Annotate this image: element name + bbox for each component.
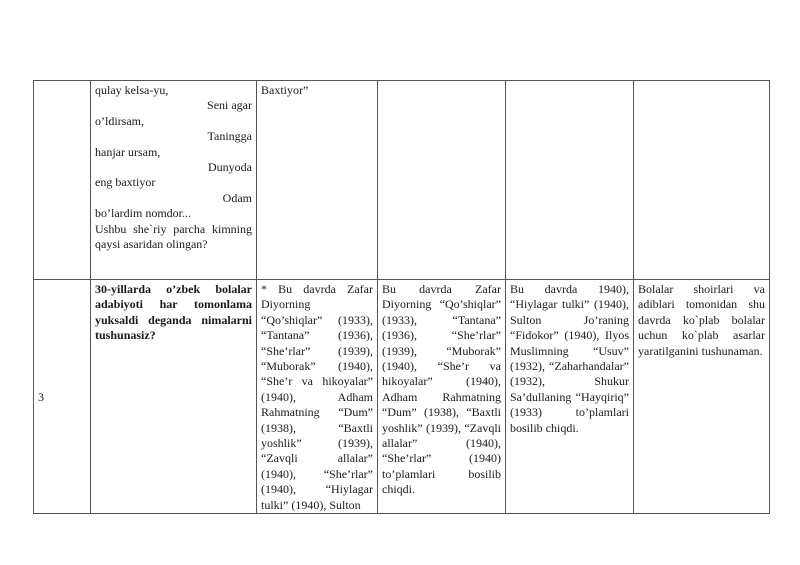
answer-cell-1: * Bu davrda Zafar Diyorning “Qo’shiqlar” (1933), “Tantana” (1936), “She’rlar” (1939), “Muborak” (1940), “She’r va hikoyalar” (1940), Adham Rahmatning “Dum” (1938), “Baxtli yoshlik” (1939), “Zavqli allalar” (1940), “She’rlar” (1940), “Hiylagar tulki” (1940), Sulton xyxy=(257,280,378,514)
answer-cell-2 xyxy=(378,81,506,280)
answer-cell-4 xyxy=(634,81,770,280)
answer-cell-4: Bolalar shoirlari va adiblari tomonidan shu davrda ko`plab bolalar uchun ko`plab asarlar yaratilganini tushunaman. xyxy=(634,280,770,514)
poem-line: bo’lardim nomdor... xyxy=(95,206,191,221)
poem-line: Taningga xyxy=(207,129,252,144)
answer-cell-3: Bu davrda 1940), “Hiylagar tulki” (1940), Sulton Jo’raning “Fidokor” (1940), Ilyos Muslimning “Usuv” (1932), “Zaharhandalar” (1932), Shukur Sa’dullaning “Hayqiriq” (1933) to’plamlari bosilib chiqdi. xyxy=(506,280,634,514)
table-row xyxy=(34,280,770,514)
poem-line: qulay kelsa-yu, xyxy=(95,83,169,97)
question-text: Ushbu she`riy parcha kimning qaysi asaridan olingan? xyxy=(95,221,252,252)
poem-line: o’ldirsam, xyxy=(95,113,144,128)
question-cell: 30-yillarda o’zbek bolalar adabiyoti har tomonlama yuksaldi deganda nimalarni tushunasiz? xyxy=(91,280,257,514)
row-number-cell: 3 xyxy=(34,280,91,514)
row-number-cell xyxy=(34,81,91,280)
answer-cell-3 xyxy=(506,81,634,280)
poem-line: Seni agar xyxy=(207,98,252,113)
table-row xyxy=(34,81,770,280)
answer-cell-1: Baxtiyor” xyxy=(257,81,378,280)
document-table xyxy=(33,80,770,514)
poem-line: eng baxtiyor xyxy=(95,175,156,190)
question-cell xyxy=(91,81,257,280)
answer-cell-2: Bu davrda Zafar Diyorning “Qo’shiqlar” (1933), “Tantana” (1936), “She’rlar” (1939), “Muborak” (1940), “She’r va hikoyalar” (1940), Adham Rahmatning “Dum” (1938), “Baxtli yoshlik” (1939), “Zavqli allalar” (1940), “She’rlar” (1940) to’plamlari bosilib chiqdi. xyxy=(378,280,506,514)
poem-line: Dunyoda xyxy=(208,160,252,175)
poem-line: Odam xyxy=(222,190,252,205)
poem-line: hanjar ursam, xyxy=(95,144,161,159)
